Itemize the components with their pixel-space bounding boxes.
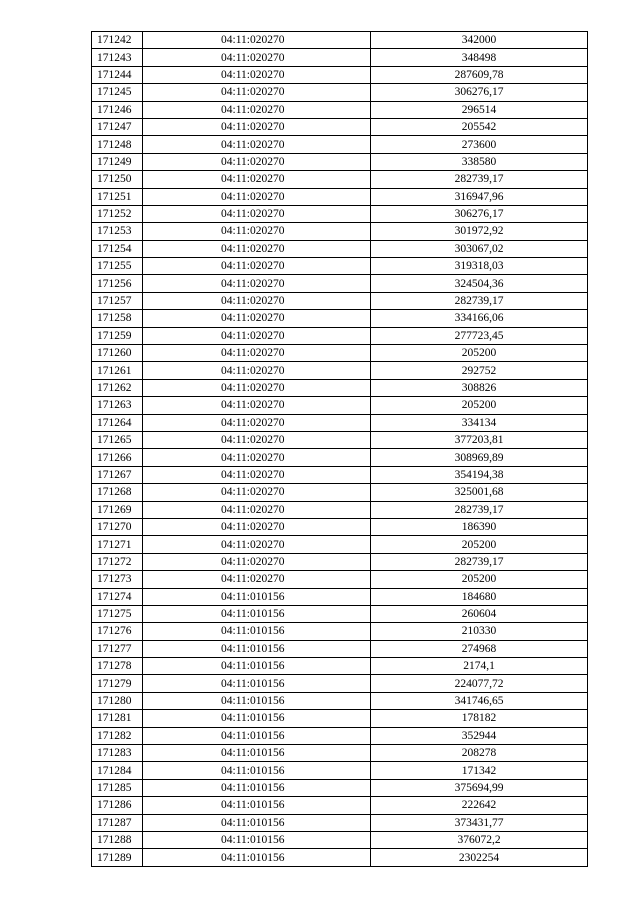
cadastral-code-cell: 04:11:020270 bbox=[143, 136, 371, 153]
cadastral-code-cell: 04:11:020270 bbox=[143, 414, 371, 431]
row-id-cell: 171270 bbox=[92, 518, 143, 535]
cadastral-code-cell: 04:11:010156 bbox=[143, 849, 371, 866]
value-cell: 375694,99 bbox=[371, 779, 588, 796]
cadastral-code-cell: 04:11:010156 bbox=[143, 588, 371, 605]
table-row bbox=[92, 431, 588, 448]
table-row bbox=[92, 240, 588, 257]
table-row bbox=[92, 762, 588, 779]
row-id-cell: 171271 bbox=[92, 536, 143, 553]
value-cell: 354194,38 bbox=[371, 466, 588, 483]
table-row bbox=[92, 536, 588, 553]
row-id-cell: 171276 bbox=[92, 623, 143, 640]
row-id-cell: 171287 bbox=[92, 814, 143, 831]
row-id-cell: 171267 bbox=[92, 466, 143, 483]
table-row bbox=[92, 605, 588, 622]
table-row bbox=[92, 171, 588, 188]
cadastral-code-cell: 04:11:020270 bbox=[143, 449, 371, 466]
value-cell: 341746,65 bbox=[371, 692, 588, 709]
row-id-cell: 171264 bbox=[92, 414, 143, 431]
value-cell: 273600 bbox=[371, 136, 588, 153]
cadastral-code-cell: 04:11:020270 bbox=[143, 397, 371, 414]
value-cell: 316947,96 bbox=[371, 188, 588, 205]
table-row bbox=[92, 205, 588, 222]
table-row bbox=[92, 223, 588, 240]
table-row bbox=[92, 518, 588, 535]
value-cell: 274968 bbox=[371, 640, 588, 657]
cadastral-code-cell: 04:11:010156 bbox=[143, 762, 371, 779]
cadastral-code-cell: 04:11:010156 bbox=[143, 640, 371, 657]
cadastral-code-cell: 04:11:020270 bbox=[143, 431, 371, 448]
table-row bbox=[92, 258, 588, 275]
row-id-cell: 171265 bbox=[92, 431, 143, 448]
value-cell: 324504,36 bbox=[371, 275, 588, 292]
row-id-cell: 171246 bbox=[92, 101, 143, 118]
table-row bbox=[92, 66, 588, 83]
cadastral-code-cell: 04:11:020270 bbox=[143, 240, 371, 257]
row-id-cell: 171277 bbox=[92, 640, 143, 657]
row-id-cell: 171249 bbox=[92, 153, 143, 170]
table-row bbox=[92, 379, 588, 396]
cadastral-code-cell: 04:11:020270 bbox=[143, 571, 371, 588]
table-row bbox=[92, 658, 588, 675]
value-cell: 308969,89 bbox=[371, 449, 588, 466]
value-cell: 303067,02 bbox=[371, 240, 588, 257]
table-row bbox=[92, 310, 588, 327]
cadastral-code-cell: 04:11:020270 bbox=[143, 553, 371, 570]
table-row bbox=[92, 745, 588, 762]
row-id-cell: 171248 bbox=[92, 136, 143, 153]
table-row bbox=[92, 484, 588, 501]
table-row bbox=[92, 414, 588, 431]
value-cell: 296514 bbox=[371, 101, 588, 118]
cadastral-code-cell: 04:11:010156 bbox=[143, 727, 371, 744]
cadastral-code-cell: 04:11:020270 bbox=[143, 292, 371, 309]
row-id-cell: 171268 bbox=[92, 484, 143, 501]
table-row bbox=[92, 831, 588, 848]
value-cell: 292752 bbox=[371, 362, 588, 379]
row-id-cell: 171283 bbox=[92, 745, 143, 762]
cadastral-code-cell: 04:11:020270 bbox=[143, 275, 371, 292]
value-cell: 282739,17 bbox=[371, 553, 588, 570]
value-cell: 205200 bbox=[371, 571, 588, 588]
table-row bbox=[92, 727, 588, 744]
cadastral-code-cell: 04:11:020270 bbox=[143, 536, 371, 553]
cadastral-code-cell: 04:11:010156 bbox=[143, 623, 371, 640]
cadastral-code-cell: 04:11:020270 bbox=[143, 188, 371, 205]
cadastral-code-cell: 04:11:010156 bbox=[143, 779, 371, 796]
cadastral-code-cell: 04:11:010156 bbox=[143, 831, 371, 848]
value-cell: 224077,72 bbox=[371, 675, 588, 692]
cadastral-code-cell: 04:11:020270 bbox=[143, 327, 371, 344]
table-row bbox=[92, 675, 588, 692]
row-id-cell: 171281 bbox=[92, 710, 143, 727]
cadastral-code-cell: 04:11:020270 bbox=[143, 205, 371, 222]
value-cell: 205200 bbox=[371, 397, 588, 414]
value-cell: 352944 bbox=[371, 727, 588, 744]
table-row bbox=[92, 118, 588, 135]
value-cell: 171342 bbox=[371, 762, 588, 779]
value-cell: 319318,03 bbox=[371, 258, 588, 275]
value-cell: 348498 bbox=[371, 49, 588, 66]
cadastral-code-cell: 04:11:010156 bbox=[143, 605, 371, 622]
row-id-cell: 171278 bbox=[92, 658, 143, 675]
table-row bbox=[92, 397, 588, 414]
value-cell: 186390 bbox=[371, 518, 588, 535]
cadastral-code-cell: 04:11:020270 bbox=[143, 153, 371, 170]
row-id-cell: 171250 bbox=[92, 171, 143, 188]
table-row bbox=[92, 101, 588, 118]
value-cell: 184680 bbox=[371, 588, 588, 605]
value-cell: 282739,17 bbox=[371, 501, 588, 518]
row-id-cell: 171273 bbox=[92, 571, 143, 588]
value-cell: 178182 bbox=[371, 710, 588, 727]
row-id-cell: 171247 bbox=[92, 118, 143, 135]
table-row bbox=[92, 779, 588, 796]
table-row bbox=[92, 849, 588, 866]
row-id-cell: 171243 bbox=[92, 49, 143, 66]
table-row bbox=[92, 571, 588, 588]
cadastral-code-cell: 04:11:020270 bbox=[143, 49, 371, 66]
value-cell: 260604 bbox=[371, 605, 588, 622]
row-id-cell: 171245 bbox=[92, 84, 143, 101]
table-row bbox=[92, 84, 588, 101]
row-id-cell: 171275 bbox=[92, 605, 143, 622]
value-cell: 205200 bbox=[371, 345, 588, 362]
cadastral-code-cell: 04:11:020270 bbox=[143, 258, 371, 275]
table-row bbox=[92, 292, 588, 309]
row-id-cell: 171252 bbox=[92, 205, 143, 222]
cadastral-code-cell: 04:11:020270 bbox=[143, 32, 371, 49]
row-id-cell: 171259 bbox=[92, 327, 143, 344]
value-cell: 377203,81 bbox=[371, 431, 588, 448]
table-row bbox=[92, 327, 588, 344]
table-row bbox=[92, 501, 588, 518]
table-row bbox=[92, 640, 588, 657]
cadastral-code-cell: 04:11:010156 bbox=[143, 710, 371, 727]
table-row bbox=[92, 466, 588, 483]
value-cell: 373431,77 bbox=[371, 814, 588, 831]
row-id-cell: 171274 bbox=[92, 588, 143, 605]
row-id-cell: 171286 bbox=[92, 797, 143, 814]
row-id-cell: 171282 bbox=[92, 727, 143, 744]
value-cell: 208278 bbox=[371, 745, 588, 762]
cadastral-code-cell: 04:11:020270 bbox=[143, 484, 371, 501]
cadastral-code-cell: 04:11:020270 bbox=[143, 84, 371, 101]
value-cell: 342000 bbox=[371, 32, 588, 49]
row-id-cell: 171269 bbox=[92, 501, 143, 518]
row-id-cell: 171256 bbox=[92, 275, 143, 292]
cadastral-code-cell: 04:11:020270 bbox=[143, 362, 371, 379]
value-cell: 325001,68 bbox=[371, 484, 588, 501]
row-id-cell: 171251 bbox=[92, 188, 143, 205]
value-cell: 2174,1 bbox=[371, 658, 588, 675]
value-cell: 282739,17 bbox=[371, 292, 588, 309]
table-row bbox=[92, 692, 588, 709]
table-row bbox=[92, 588, 588, 605]
cadastral-code-cell: 04:11:020270 bbox=[143, 223, 371, 240]
cadastral-code-cell: 04:11:020270 bbox=[143, 118, 371, 135]
row-id-cell: 171261 bbox=[92, 362, 143, 379]
cadastral-code-cell: 04:11:010156 bbox=[143, 797, 371, 814]
data-table bbox=[91, 31, 588, 867]
row-id-cell: 171257 bbox=[92, 292, 143, 309]
cadastral-code-cell: 04:11:020270 bbox=[143, 101, 371, 118]
table-row bbox=[92, 797, 588, 814]
row-id-cell: 171263 bbox=[92, 397, 143, 414]
table-row bbox=[92, 553, 588, 570]
row-id-cell: 171288 bbox=[92, 831, 143, 848]
table-row bbox=[92, 814, 588, 831]
table-row bbox=[92, 345, 588, 362]
cadastral-code-cell: 04:11:010156 bbox=[143, 658, 371, 675]
table-row bbox=[92, 623, 588, 640]
value-cell: 205542 bbox=[371, 118, 588, 135]
cadastral-code-cell: 04:11:020270 bbox=[143, 66, 371, 83]
table-row bbox=[92, 49, 588, 66]
row-id-cell: 171254 bbox=[92, 240, 143, 257]
row-id-cell: 171260 bbox=[92, 345, 143, 362]
value-cell: 282739,17 bbox=[371, 171, 588, 188]
row-id-cell: 171258 bbox=[92, 310, 143, 327]
row-id-cell: 171244 bbox=[92, 66, 143, 83]
cadastral-code-cell: 04:11:010156 bbox=[143, 814, 371, 831]
cadastral-code-cell: 04:11:020270 bbox=[143, 310, 371, 327]
cadastral-code-cell: 04:11:020270 bbox=[143, 501, 371, 518]
value-cell: 376072,2 bbox=[371, 831, 588, 848]
value-cell: 338580 bbox=[371, 153, 588, 170]
row-id-cell: 171279 bbox=[92, 675, 143, 692]
row-id-cell: 171242 bbox=[92, 32, 143, 49]
row-id-cell: 171285 bbox=[92, 779, 143, 796]
value-cell: 301972,92 bbox=[371, 223, 588, 240]
row-id-cell: 171253 bbox=[92, 223, 143, 240]
value-cell: 306276,17 bbox=[371, 205, 588, 222]
cadastral-code-cell: 04:11:010156 bbox=[143, 675, 371, 692]
table-body bbox=[92, 32, 588, 867]
cadastral-code-cell: 04:11:010156 bbox=[143, 745, 371, 762]
cadastral-code-cell: 04:11:020270 bbox=[143, 171, 371, 188]
value-cell: 222642 bbox=[371, 797, 588, 814]
table-row bbox=[92, 710, 588, 727]
value-cell: 334166,06 bbox=[371, 310, 588, 327]
row-id-cell: 171280 bbox=[92, 692, 143, 709]
row-id-cell: 171262 bbox=[92, 379, 143, 396]
value-cell: 308826 bbox=[371, 379, 588, 396]
value-cell: 210330 bbox=[371, 623, 588, 640]
cadastral-code-cell: 04:11:020270 bbox=[143, 345, 371, 362]
row-id-cell: 171272 bbox=[92, 553, 143, 570]
table-row bbox=[92, 449, 588, 466]
cadastral-code-cell: 04:11:010156 bbox=[143, 692, 371, 709]
cadastral-code-cell: 04:11:020270 bbox=[143, 466, 371, 483]
table-row bbox=[92, 188, 588, 205]
value-cell: 2302254 bbox=[371, 849, 588, 866]
table-row bbox=[92, 136, 588, 153]
table-row bbox=[92, 32, 588, 49]
row-id-cell: 171255 bbox=[92, 258, 143, 275]
value-cell: 277723,45 bbox=[371, 327, 588, 344]
value-cell: 287609,78 bbox=[371, 66, 588, 83]
value-cell: 205200 bbox=[371, 536, 588, 553]
value-cell: 334134 bbox=[371, 414, 588, 431]
cadastral-code-cell: 04:11:020270 bbox=[143, 379, 371, 396]
row-id-cell: 171284 bbox=[92, 762, 143, 779]
table-row bbox=[92, 362, 588, 379]
cadastral-code-cell: 04:11:020270 bbox=[143, 518, 371, 535]
value-cell: 306276,17 bbox=[371, 84, 588, 101]
table-row bbox=[92, 153, 588, 170]
table-row bbox=[92, 275, 588, 292]
row-id-cell: 171266 bbox=[92, 449, 143, 466]
row-id-cell: 171289 bbox=[92, 849, 143, 866]
